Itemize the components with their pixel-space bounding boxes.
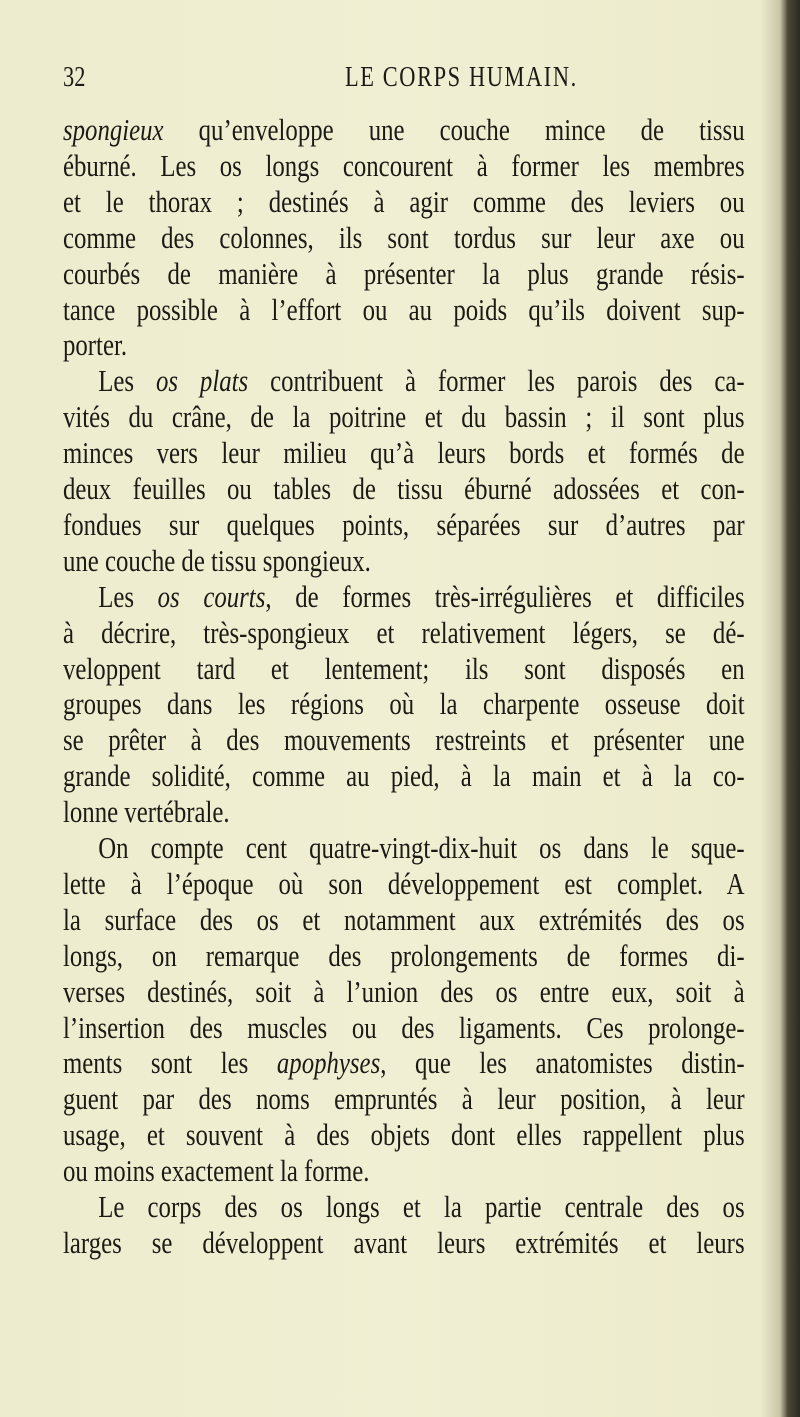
- text-segment: tance possible à l’effort ou au poids qu’ils doivent sup-: [63, 291, 745, 327]
- text-line: [63, 974, 745, 1010]
- text-segment: contribuent à former les parois des ca-: [248, 363, 745, 399]
- text-line: [63, 327, 745, 363]
- text-line: [63, 435, 745, 471]
- running-title: LE CORPS HUMAIN.: [345, 62, 578, 93]
- text-segment: comme des colonnes, ils sont tordus sur leur axe ou: [63, 219, 745, 255]
- text-segment: veloppent tard et lentement; ils sont disposés en: [63, 650, 745, 686]
- text-line: [63, 1225, 745, 1261]
- text-line: [63, 758, 745, 794]
- text-segment: porter.: [63, 327, 128, 363]
- text-line: [63, 722, 745, 758]
- italic-term: spongieux: [63, 112, 164, 147]
- text-line: [63, 651, 745, 687]
- text-segment: Les: [98, 363, 156, 399]
- text-segment: et le thorax ; destinés à agir comme des leviers ou: [63, 183, 745, 219]
- text-segment: lonne vertébrale.: [63, 794, 230, 830]
- text-line: [63, 902, 745, 938]
- text-segment: vités du crâne, de la poitrine et du bassin ; il sont plus: [63, 399, 745, 435]
- text-segment: , de formes très-irrégulières et difficiles: [265, 578, 745, 614]
- text-segment: une couche de tissu spongieux.: [63, 542, 371, 578]
- text-segment: deux feuilles ou tables de tissu éburné adossées et con-: [63, 471, 745, 506]
- text-segment: minces vers leur milieu qu’à leurs bords et formés de: [63, 435, 745, 471]
- page-header: [63, 62, 745, 98]
- text-segment: se prêter à des mouvements restreints et présenter une: [63, 722, 745, 758]
- text-line: [63, 292, 745, 328]
- text-line: [63, 615, 745, 651]
- text-line: [63, 938, 745, 974]
- text-line: [63, 1081, 745, 1117]
- text-segment: fondues sur quelques points, séparées sur d’autres par: [63, 506, 745, 542]
- italic-term: os plats: [155, 363, 249, 399]
- text-line: [63, 399, 745, 435]
- text-line: [63, 1010, 745, 1046]
- text-line: [63, 686, 745, 722]
- text-line: [63, 471, 745, 507]
- text-line: [63, 148, 745, 184]
- text-segment: ments sont les: [63, 1045, 277, 1081]
- text-line: [63, 1153, 745, 1189]
- text-segment: longs, on remarque des prolongements de formes di-: [63, 937, 745, 973]
- text-segment: guent par des noms empruntés à leur position, à leur: [63, 1081, 745, 1117]
- text-segment: larges se développent avant leurs extrémités et leurs: [63, 1224, 745, 1260]
- text-segment: courbés de manière à présenter la plus grande résis-: [63, 255, 745, 291]
- text-segment: lette à l’époque où son développement est complet. A: [63, 865, 745, 901]
- text-segment: groupes dans les régions où la charpente osseuse doit: [63, 686, 745, 722]
- text-segment: Le corps des os longs et la partie centrale des os: [98, 1189, 745, 1224]
- text-line: [63, 579, 745, 615]
- text-segment: , que les anatomistes distin-: [380, 1045, 745, 1081]
- text-segment: On compte cent quatre-vingt-dix-huit os dans le sque-: [98, 830, 745, 865]
- italic-term: apophyses: [276, 1045, 381, 1081]
- text-line: [63, 794, 745, 830]
- text-line: [63, 1045, 745, 1081]
- text-segment: ou moins exactement la forme.: [63, 1153, 370, 1189]
- text-line: [63, 1189, 745, 1225]
- text-segment: usage, et souvent à des objets dont elles rappellent plus: [63, 1117, 745, 1153]
- text-line: [63, 1117, 745, 1153]
- text-segment: qu’enveloppe une couche mince de tissu: [163, 112, 745, 147]
- text-line: [63, 543, 745, 579]
- text-segment: verses destinés, soit à l’union des os entre eux, soit à: [63, 973, 745, 1009]
- text-line: [63, 220, 745, 256]
- page-number: 32: [63, 62, 86, 93]
- text-line: [63, 830, 745, 866]
- text-segment: éburné. Les os longs concourent à former les membres: [63, 147, 745, 183]
- text-segment: Les: [98, 578, 158, 614]
- text-line: [63, 112, 745, 148]
- text-line: [63, 507, 745, 543]
- italic-term: os courts: [157, 578, 266, 614]
- text-line: [63, 256, 745, 292]
- text-segment: l’insertion des muscles ou des ligaments. Ces prolonge-: [63, 1009, 745, 1045]
- text-segment: grande solidité, comme au pied, à la main et à la co-: [63, 758, 745, 794]
- text-line: [63, 866, 745, 902]
- text-line: [63, 184, 745, 220]
- text-line: [63, 363, 745, 399]
- text-segment: la surface des os et notamment aux extrémités des os: [63, 901, 745, 937]
- text-segment: à décrire, très-spongieux et relativement légers, se dé-: [63, 614, 745, 650]
